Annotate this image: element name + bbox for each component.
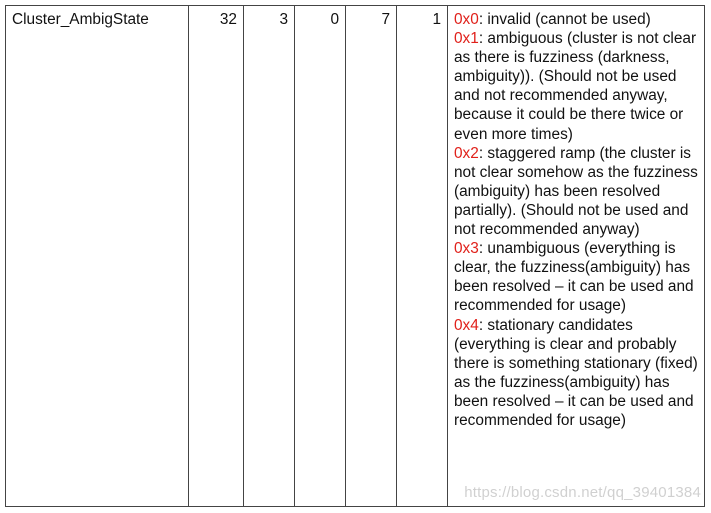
value-cell-2: 3 <box>244 6 295 507</box>
value-text: : staggered ramp (the cluster is not clear somehow as the fuzziness (ambiguity) has been resolved partially). (Should not be used and not recommended anyway) <box>454 144 698 239</box>
value-code: 0x0 <box>454 11 479 28</box>
value-cell-3: 0 <box>295 6 346 507</box>
value-text: : stationary candidates (everything is clear and probably there is something stationary (fixed) as the fuzziness(ambiguity) has been resolved – it can be used and recommended for usage) <box>454 316 698 429</box>
signal-name-cell: Cluster_AmbigState <box>6 6 189 507</box>
value-text: : ambiguous (cluster is not clear as there is fuzziness (darkness, ambiguity)). (Should not be used and not recommended anyway, because it could be there twice or even more times) <box>454 30 697 143</box>
value-entry-0x0 <box>454 10 698 29</box>
value-code: 0x1 <box>454 30 479 48</box>
value-text: : unambiguous (everything is clear, the fuzziness(ambiguity) has been resolved – it can be used and recommended for usage) <box>454 240 694 315</box>
value-code: 0x4 <box>454 316 479 334</box>
value-cell-5: 1 <box>397 6 448 507</box>
description-cell <box>448 6 705 507</box>
value-entry-0x1 <box>454 29 698 144</box>
value-code: 0x3 <box>454 240 479 258</box>
value-entry-0x2 <box>454 144 698 239</box>
value-text: : invalid (cannot be used) <box>478 11 651 28</box>
value-cell-4: 7 <box>346 6 397 507</box>
value-entry-0x3 <box>454 239 698 315</box>
value-cell-1: 32 <box>189 6 244 507</box>
signal-table <box>5 5 705 507</box>
value-entry-0x4 <box>454 316 698 431</box>
table-row <box>6 6 705 507</box>
watermark-text: https://blog.csdn.net/qq_39401384 <box>464 484 701 501</box>
value-code: 0x2 <box>454 144 479 162</box>
